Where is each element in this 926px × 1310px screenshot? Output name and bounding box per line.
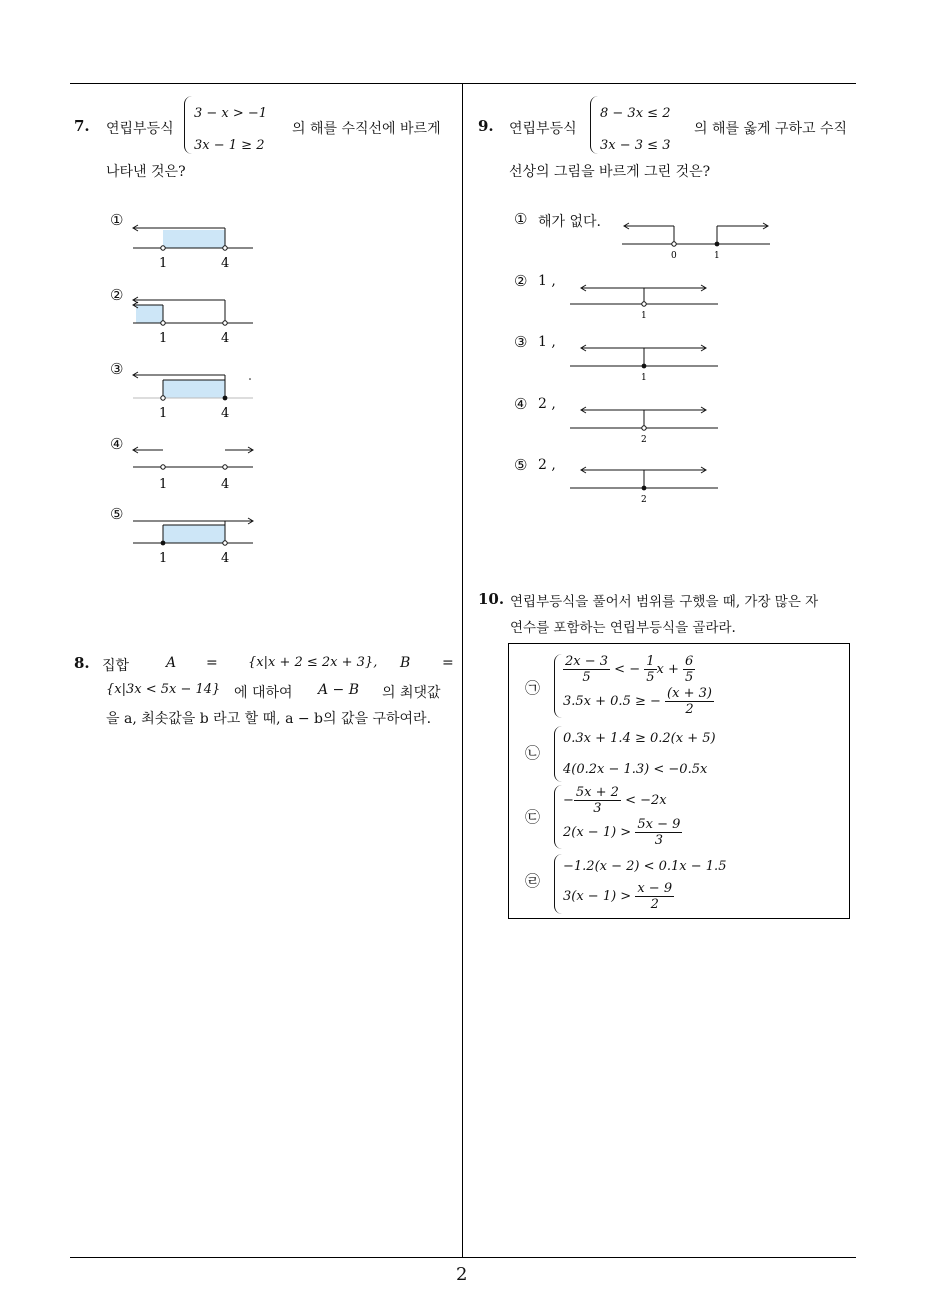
q9-line2: 선상의 그림을 바르게 그린 것은? bbox=[509, 164, 711, 180]
q10-item-3-ineq-a: − $\frac{5x + 2}{3}$ < −2x bbox=[563, 785, 667, 816]
q8-set-b-name: B bbox=[400, 655, 411, 671]
q7-o1-tick-b: 4 bbox=[221, 256, 230, 271]
q9-option-3-numberline bbox=[566, 340, 726, 386]
q10-item-1-ineq-a: $\frac{2x - 3}{5}$ < − $\frac{1}{5}$ x + $\frac{6}{5}$ bbox=[565, 654, 694, 685]
q10-item-2-ineq-a: 0.3x + 1.4 ≥ 0.2(x + 5) bbox=[563, 731, 716, 746]
q8-set-b: {x|3x < 5x − 14} bbox=[106, 682, 221, 697]
q7-o5-tick-b: 4 bbox=[221, 551, 230, 566]
q9-number: 9. bbox=[478, 117, 494, 135]
q9-option-3-text: 1 , bbox=[538, 334, 556, 350]
q7-option-2-mark[interactable]: ② bbox=[110, 286, 124, 304]
q9-option-2-mark[interactable]: ② bbox=[514, 272, 528, 290]
q7-option-4-mark[interactable]: ④ bbox=[110, 435, 124, 453]
q8-set-a: {x|x + 2 ≤ 2x + 3}, bbox=[248, 655, 378, 670]
q7-option-4-numberline bbox=[128, 445, 258, 497]
q9-option-4-numberline bbox=[566, 402, 726, 448]
q7-o2-tick-a: 1 bbox=[159, 331, 168, 346]
q9-ineq2: 3x − 3 ≤ 3 bbox=[600, 138, 671, 153]
q9-o4-tick: 2 bbox=[641, 435, 647, 445]
q10-number: 10. bbox=[478, 590, 505, 608]
q10-item-4-ineq-b: 3(x − 1) > $\frac{x - 9}{2}$ bbox=[563, 881, 673, 912]
q9-o5-tick: 2 bbox=[641, 495, 647, 505]
q8-number: 8. bbox=[74, 654, 90, 672]
q7-o5-tick-a: 1 bbox=[159, 551, 168, 566]
bottom-rule bbox=[70, 1257, 856, 1258]
q9-option-3-mark[interactable]: ③ bbox=[514, 333, 528, 351]
q10-item-2-ineq-b: 4(0.2x − 1.3) < −0.5x bbox=[563, 762, 708, 777]
q7-o1-tick-a: 1 bbox=[159, 256, 168, 271]
q10-item-2-brace bbox=[554, 726, 562, 782]
q7-o3-tick-a: 1 bbox=[159, 406, 168, 421]
q9-option-1-text: 해가 없다. bbox=[538, 214, 601, 230]
q9-option-4-text: 2 , bbox=[538, 396, 556, 412]
top-rule bbox=[70, 83, 856, 84]
q10-item-1-brace bbox=[554, 654, 562, 718]
q8-line3: 을 a, 최솟값을 b 라고 할 때, a − b의 값을 구하여라. bbox=[106, 711, 432, 727]
q9-option-5-text: 2 , bbox=[538, 457, 556, 473]
q9-option-2-text: 1 , bbox=[538, 273, 556, 289]
q9-tail: 의 해를 옳게 구하고 수직 bbox=[694, 121, 848, 137]
q9-option-1-numberline bbox=[616, 216, 776, 262]
q9-option-2-numberline bbox=[566, 278, 726, 324]
q7-ineq2: 3x − 1 ≥ 2 bbox=[194, 138, 265, 153]
q9-option-5-mark[interactable]: ⑤ bbox=[514, 456, 528, 474]
q10-item-4-brace bbox=[554, 854, 562, 914]
q7-option-5-numberline bbox=[128, 515, 258, 567]
q7-option-1-numberline bbox=[128, 220, 258, 272]
q7-option-2-numberline bbox=[128, 295, 258, 347]
q10-item-3-mark[interactable]: ㉢ bbox=[525, 808, 541, 826]
q10-line2: 연수를 포함하는 연립부등식을 골라라. bbox=[510, 620, 736, 636]
q9-o1-tick-a: 0 bbox=[671, 251, 677, 261]
q10-item-3-ineq-b: 2(x − 1) > $\frac{5x - 9}{3}$ bbox=[563, 817, 681, 848]
q9-option-1-mark[interactable]: ① bbox=[514, 210, 528, 228]
q7-option-5-mark[interactable]: ⑤ bbox=[110, 505, 124, 523]
q10-item-1-mark[interactable]: ㉠ bbox=[525, 679, 541, 697]
q8-set-a-name: A bbox=[166, 655, 177, 671]
column-divider bbox=[462, 83, 463, 1258]
q7-o2-tick-b: 4 bbox=[221, 331, 230, 346]
q9-o1-tick-b: 1 bbox=[714, 251, 720, 261]
q7-option-3-numberline bbox=[128, 370, 258, 422]
q7-intro: 연립부등식 bbox=[106, 121, 174, 137]
q9-brace bbox=[590, 96, 599, 154]
q9-o2-tick: 1 bbox=[641, 311, 647, 321]
q7-option-1-mark[interactable]: ① bbox=[110, 211, 124, 229]
q8-word-set: 집합 bbox=[102, 658, 130, 674]
q9-intro: 연립부등식 bbox=[509, 121, 577, 137]
q9-option-5-numberline bbox=[566, 462, 726, 508]
q10-item-4-ineq-a: −1.2(x − 2) < 0.1x − 1.5 bbox=[563, 859, 727, 874]
q10-item-1-ineq-b: 3.5x + 0.5 ≥ − $\frac{(x + 3)}{2}$ bbox=[563, 686, 712, 717]
q7-o3-tick-b: 4 bbox=[221, 406, 230, 421]
q7-option-3-mark[interactable]: ③ bbox=[110, 360, 124, 378]
q8-mid2: 의 최댓값 bbox=[382, 685, 441, 701]
q10-item-2-mark[interactable]: ㉡ bbox=[525, 744, 541, 762]
q9-ineq1: 8 − 3x ≤ 2 bbox=[600, 106, 671, 121]
q7-o4-tick-b: 4 bbox=[221, 477, 230, 492]
q7-brace bbox=[184, 96, 193, 154]
q7-o4-tick-a: 1 bbox=[159, 477, 168, 492]
q7-ineq1: 3 − x > −1 bbox=[194, 106, 268, 121]
q10-line1: 연립부등식을 풀어서 범위를 구했을 때, 가장 많은 자 bbox=[510, 594, 819, 610]
q8-mid: 에 대하여 bbox=[234, 685, 293, 701]
q7-number: 7. bbox=[74, 117, 90, 135]
q9-o3-tick: 1 bbox=[641, 373, 647, 383]
q9-option-4-mark[interactable]: ④ bbox=[514, 395, 528, 413]
q10-item-4-mark[interactable]: ㉣ bbox=[525, 872, 541, 890]
q8-equals-a: = bbox=[206, 655, 218, 671]
q8-diff: A − B bbox=[318, 682, 360, 698]
q10-item-3-brace bbox=[554, 785, 562, 849]
q7-line2: 나타낸 것은? bbox=[106, 164, 186, 180]
q8-equals-b: = bbox=[442, 655, 454, 671]
page-number: 2 bbox=[456, 1264, 468, 1285]
q7-tail: 의 해를 수직선에 바르게 bbox=[292, 121, 441, 137]
